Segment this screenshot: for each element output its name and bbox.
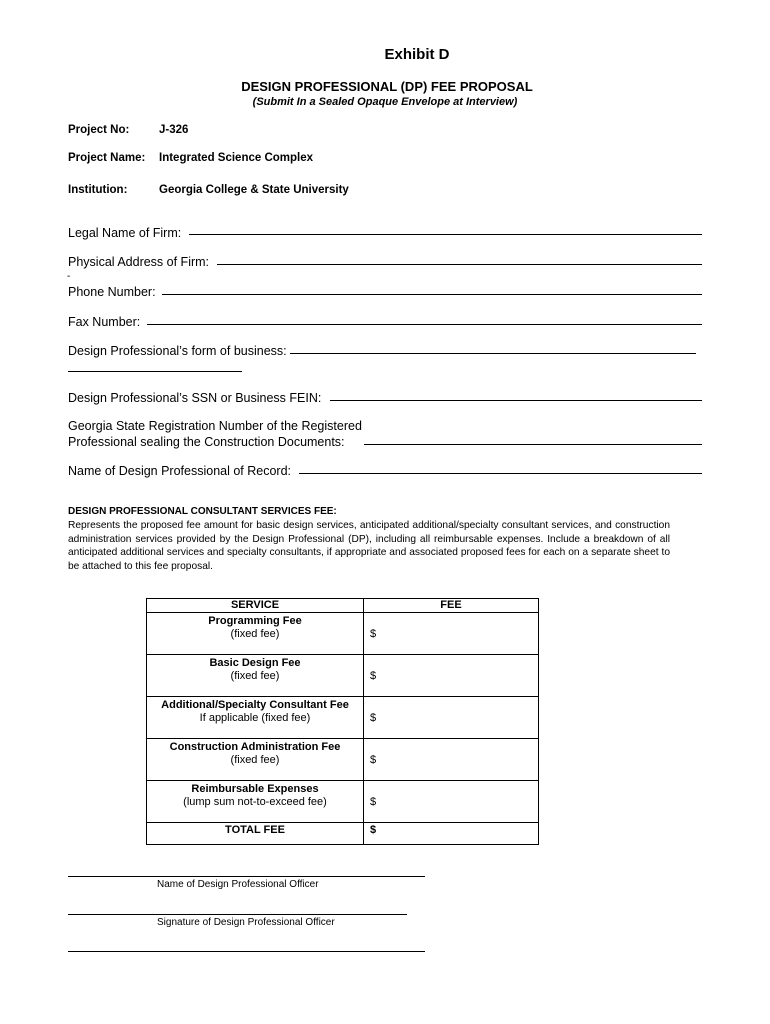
address-line[interactable] <box>217 264 702 265</box>
fax-label: Fax Number: <box>68 315 141 329</box>
date-line[interactable] <box>68 951 425 952</box>
fee-amount-cell[interactable]: $ <box>364 613 539 655</box>
institution-label: Institution: <box>68 184 128 196</box>
dp-of-record-label: Name of Design Professional of Record: <box>68 464 292 478</box>
service-name: Additional/Specialty Consultant Fee <box>161 699 349 711</box>
service-note: If applicable (fixed fee) <box>199 712 311 724</box>
fee-amount-cell[interactable]: $ <box>364 739 539 781</box>
service-note: (fixed fee) <box>230 754 280 766</box>
table-row <box>147 655 539 697</box>
ssn-line[interactable] <box>330 400 702 401</box>
stray-mark: - <box>67 271 71 282</box>
document-subtitle: (Submit In a Sealed Opaque Envelope at Interview) <box>252 96 518 108</box>
registration-label-line1: Georgia State Registration Number of the Registered <box>68 419 362 433</box>
service-name: Programming Fee <box>208 615 302 627</box>
fee-amount-cell[interactable]: $ <box>364 697 539 739</box>
officer-name-caption: Name of Design Professional Officer <box>157 879 319 890</box>
officer-signature-caption: Signature of Design Professional Officer <box>157 917 335 928</box>
institution-value: Georgia College & State University <box>159 184 349 196</box>
project-number-label: Project No: <box>68 124 130 136</box>
registration-line[interactable] <box>364 444 702 445</box>
service-note: (lump sum not-to-exceed fee) <box>183 796 327 808</box>
service-note: (fixed fee) <box>230 670 280 682</box>
table-row <box>147 739 539 781</box>
officer-name-line[interactable] <box>68 876 425 877</box>
service-name: Reimbursable Expenses <box>191 783 319 795</box>
phone-label: Phone Number: <box>68 285 156 299</box>
fee-amount-cell[interactable]: $ <box>364 655 539 697</box>
fee-table <box>146 598 539 845</box>
consultant-fee-heading: DESIGN PROFESSIONAL CONSULTANT SERVICES FEE: <box>68 506 337 517</box>
legal-name-label: Legal Name of Firm: <box>68 226 182 240</box>
officer-signature-line[interactable] <box>68 914 407 915</box>
phone-line[interactable] <box>162 294 702 295</box>
project-name-label: Project Name: <box>68 152 146 164</box>
registration-label-line2: Professional sealing the Construction Documents: <box>68 435 345 449</box>
project-number-value: J-326 <box>159 124 189 136</box>
service-name: Basic Design Fee <box>209 657 301 669</box>
table-row <box>147 613 539 655</box>
consultant-fee-description: Represents the proposed fee amount for basic design services, anticipated additional/specialty consultant services, and construction administration services provided by the Design Professional (DP), including all reimbursable expenses. Include a breakdown of all anticipated additional services and specialty consultants, if appropriate and associated proposed fees for each on a separate sheet to be attached to this fee proposal. <box>68 520 670 572</box>
ssn-label: Design Professional’s SSN or Business FEIN: <box>68 391 322 405</box>
exhibit-label: Exhibit D <box>384 46 450 63</box>
business-form-line[interactable] <box>290 353 696 354</box>
business-form-label: Design Professional’s form of business: <box>68 344 287 358</box>
address-label: Physical Address of Firm: <box>68 255 210 269</box>
table-row <box>147 781 539 823</box>
business-form-line-continued[interactable] <box>68 371 242 372</box>
fee-amount-cell[interactable]: $ <box>364 781 539 823</box>
document-title: DESIGN PROFESSIONAL (DP) FEE PROPOSAL <box>241 79 533 94</box>
service-note: (fixed fee) <box>230 628 280 640</box>
service-column-header: SERVICE <box>147 599 364 613</box>
total-label: TOTAL FEE <box>147 823 364 845</box>
fee-column-header: FEE <box>364 599 539 613</box>
total-row <box>147 823 539 845</box>
project-name-value: Integrated Science Complex <box>159 152 314 164</box>
dp-of-record-line[interactable] <box>299 473 702 474</box>
table-row <box>147 697 539 739</box>
fax-line[interactable] <box>147 324 702 325</box>
service-name: Construction Administration Fee <box>169 741 341 753</box>
legal-name-line[interactable] <box>189 234 702 235</box>
total-amount-cell[interactable]: $ <box>364 823 539 845</box>
